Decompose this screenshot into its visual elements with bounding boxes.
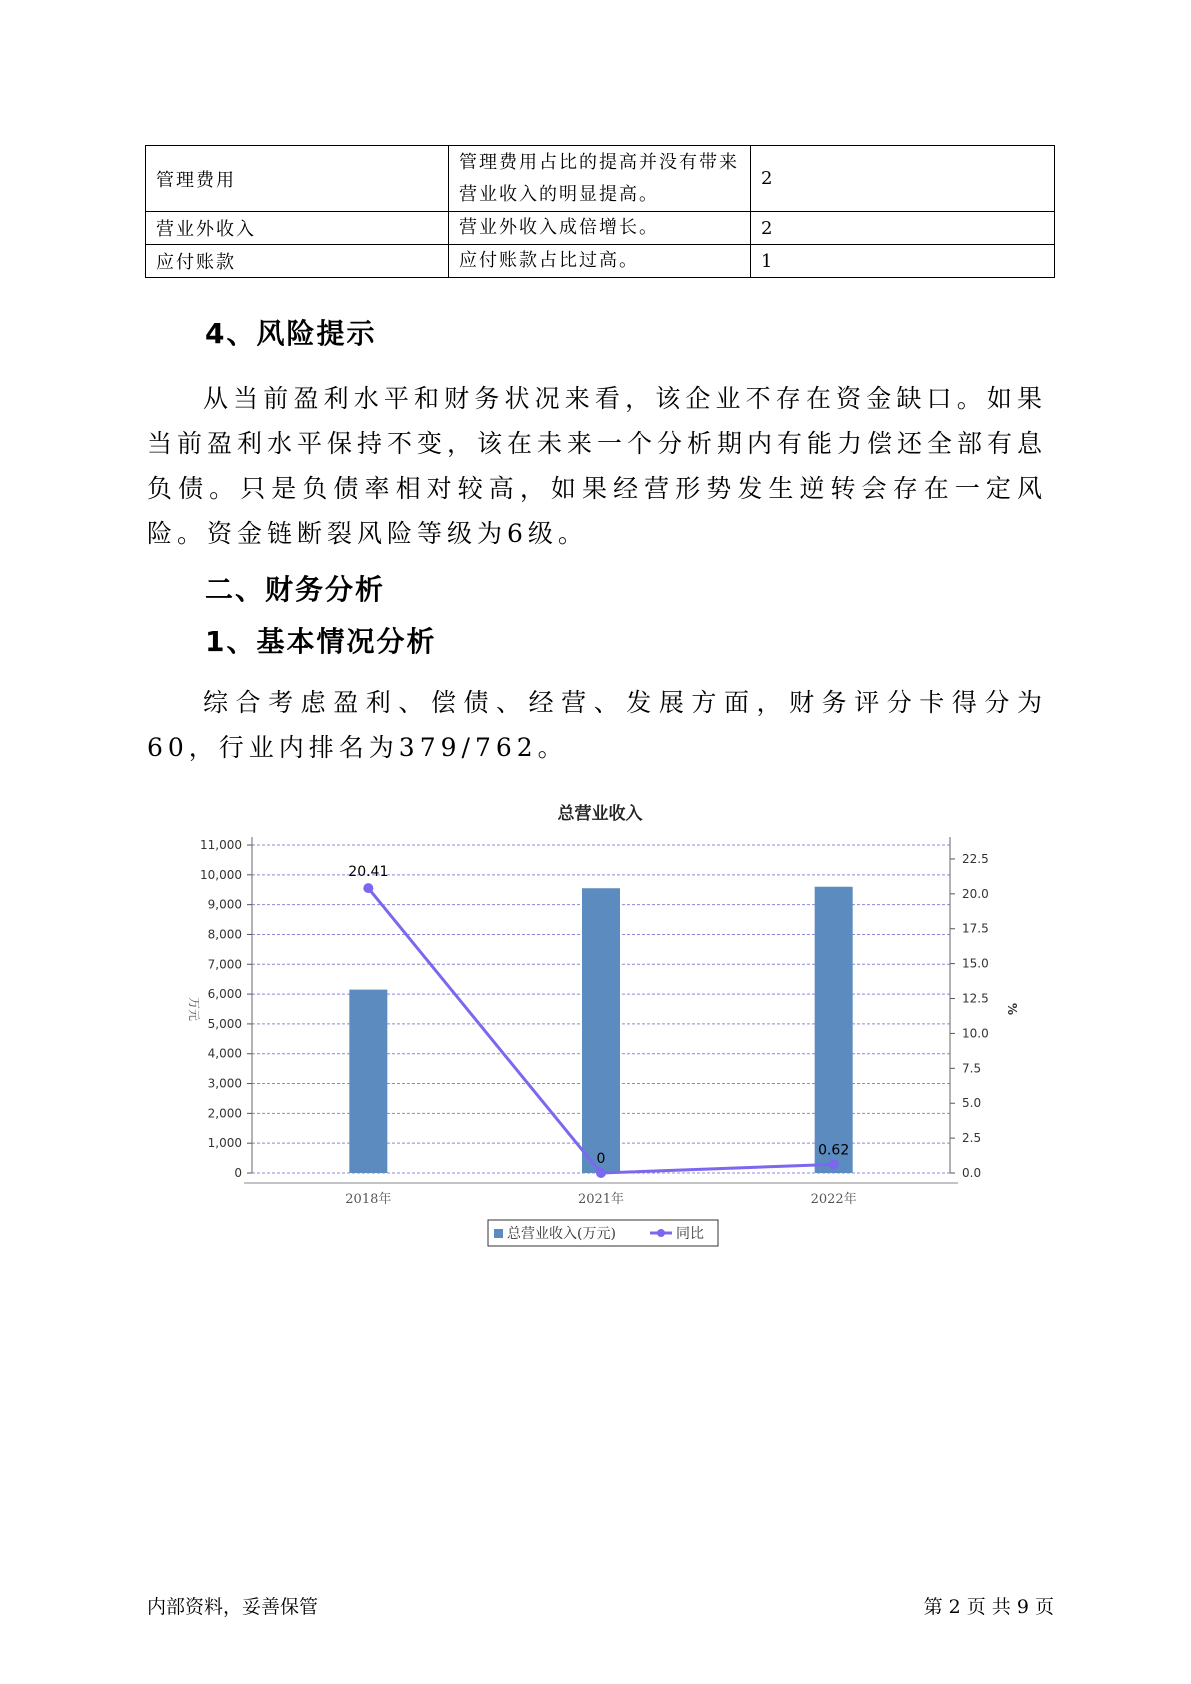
y-tick-label: 11,000 [200,838,242,852]
table-cell-desc: 管理费用占比的提高并没有带来营业收入的明显提高。 [449,146,751,212]
y-tick-label: 3,000 [207,1076,242,1091]
table-cell-score: 2 [751,212,1055,245]
y-tick-label: 4,000 [207,1046,242,1061]
yoy-point [363,883,373,893]
y2-tick-label: 17.5 [962,921,989,936]
y-tick-label: 7,000 [207,957,242,972]
y2-tick-label: 0.0 [962,1166,982,1180]
finance-heading: 二、财务分析 [205,573,386,606]
legend-bar-label: 总营业收入(万元) [507,1226,616,1242]
y-tick-label: 1,000 [207,1136,242,1151]
table-cell-score: 2 [751,146,1055,212]
x-tick-label: 2021年 [577,1192,625,1207]
yoy-data-label: 0.62 [818,1142,850,1159]
table-cell-item: 营业外收入 [146,212,449,245]
table-cell-score: 1 [751,245,1055,278]
basic-analysis-paragraph: 综合考虑盈利、偿债、经营、发展方面，财务评分卡得分为60，行业内排名为379/762。 [147,688,1047,762]
y-tick-label: 10,000 [200,867,242,882]
y-tick-label: 0 [234,1166,242,1180]
y-tick-label: 9,000 [207,897,242,912]
y-tick-label: 8,000 [207,927,242,942]
bar-2022年 [815,887,853,1173]
chart-title: 总营业收入 [557,804,643,824]
table-cell-desc: 应付账款占比过高。 [449,245,751,278]
risk-heading: 4、风险提示 [205,317,377,350]
table-row [146,245,1055,278]
basic-analysis-heading: 1、基本情况分析 [205,625,437,658]
y-tick-label: 6,000 [207,987,242,1002]
legend-line-label: 同比 [676,1226,704,1242]
x-tick-label: 2022年 [810,1192,857,1207]
y2-tick-label: 5.0 [962,1096,982,1111]
y2-tick-label: 15.0 [962,956,989,971]
risk-table [145,145,1055,278]
y2-tick-label: 20.0 [962,886,989,901]
y-axis-label: 万元 [187,996,201,1022]
y-tick-label: 5,000 [207,1016,242,1031]
y2-tick-label: 12.5 [962,991,989,1006]
revenue-chart-svg [170,795,1030,1250]
y2-tick-label: 2.5 [962,1131,982,1146]
bar-2018年 [349,990,387,1173]
yoy-point [596,1168,606,1178]
risk-paragraph: 从当前盈利水平和财务状况来看，该企业不存在资金缺口。如果当前盈利水平保持不变，该在未来一个分析期内有能力偿还全部有息负债。只是负债率相对较高，如果经营形势发生逆转会存在一定风险。资金链断裂风险等级为6级。 [147,384,1048,548]
x-tick-label: 2018年 [345,1192,392,1207]
y-tick-label: 2,000 [207,1106,242,1121]
table-row [146,212,1055,245]
table-cell-item: 管理费用 [146,146,449,212]
table-row [146,146,1055,212]
legend-bar-swatch [494,1229,503,1238]
table-cell-item: 应付账款 [146,245,449,278]
yoy-point [829,1159,839,1169]
revenue-chart [170,795,1030,1250]
table-cell-desc: 营业外收入成倍增长。 [449,212,751,245]
yoy-data-label: 0 [596,1151,606,1167]
bar-2021年 [582,888,620,1173]
legend-line-marker [657,1229,665,1237]
yoy-data-label: 20.41 [348,864,389,881]
y2-tick-label: 10.0 [962,1026,989,1041]
footer-confidential: 内部资料，妥善保管 [147,1596,319,1618]
footer-page-number: 第 2 页 共 9 页 [923,1596,1054,1618]
y2-axis-label: % [1005,1002,1019,1016]
y2-tick-label: 7.5 [962,1061,982,1076]
y2-tick-label: 22.5 [962,851,989,866]
